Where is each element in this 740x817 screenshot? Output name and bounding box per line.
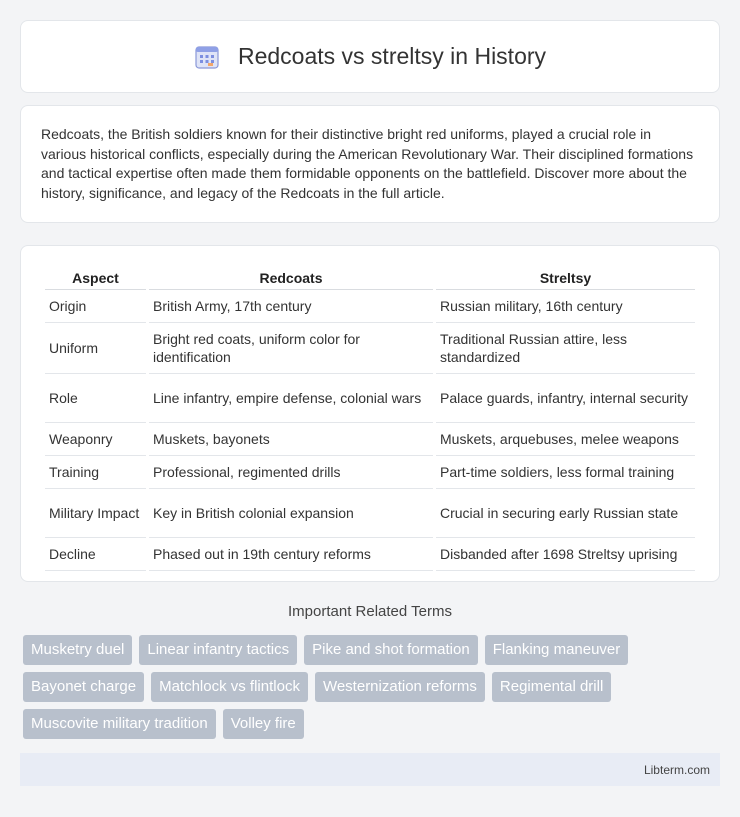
table-cell: Bright red coats, uniform color for identification <box>149 323 433 374</box>
table-cell: Traditional Russian attire, less standardized <box>436 323 695 374</box>
column-header: Redcoats <box>149 266 433 290</box>
table-row <box>45 323 695 374</box>
table-row <box>45 374 695 423</box>
table-cell: Uniform <box>45 323 146 374</box>
table-row <box>45 489 695 538</box>
table-cell: Muskets, bayonets <box>149 423 433 456</box>
table-cell: Professional, regimented drills <box>149 456 433 489</box>
footer-site-link[interactable]: Libterm.com <box>643 762 710 777</box>
related-term-tag[interactable]: Flanking maneuver <box>485 635 629 665</box>
table-cell: Disbanded after 1698 Streltsy uprising <box>436 538 695 571</box>
table-cell: Palace guards, infantry, internal security <box>436 374 695 423</box>
table-row <box>45 290 695 323</box>
comparison-table <box>42 266 698 571</box>
related-term-tag[interactable]: Musketry duel <box>23 635 132 665</box>
comparison-table-card <box>20 245 720 582</box>
table-cell: Muskets, arquebuses, melee weapons <box>436 423 695 456</box>
related-terms-heading: Important Related Terms <box>288 603 452 620</box>
related-term-tag[interactable]: Volley fire <box>223 709 304 739</box>
related-terms-list <box>23 635 723 739</box>
related-term-tag[interactable]: Muscovite military tradition <box>23 709 216 739</box>
page-title: Redcoats vs streltsy in History <box>237 43 547 69</box>
related-term-tag[interactable]: Regimental drill <box>492 672 611 702</box>
table-cell: British Army, 17th century <box>149 290 433 323</box>
table-cell: Military Impact <box>45 489 146 538</box>
table-header-row <box>45 266 695 290</box>
footer <box>20 753 720 786</box>
document-grid-icon <box>194 44 220 70</box>
table-row <box>45 423 695 456</box>
related-term-tag[interactable]: Westernization reforms <box>315 672 485 702</box>
table-cell: Crucial in securing early Russian state <box>436 489 695 538</box>
header <box>194 43 546 70</box>
related-term-tag[interactable]: Pike and shot formation <box>304 635 478 665</box>
related-term-tag[interactable]: Matchlock vs flintlock <box>151 672 308 702</box>
table-cell: Part-time soldiers, less formal training <box>436 456 695 489</box>
table-row <box>45 456 695 489</box>
table-cell: Weaponry <box>45 423 146 456</box>
table-row <box>45 538 695 571</box>
table-cell: Decline <box>45 538 146 571</box>
table-cell: Phased out in 19th century reforms <box>149 538 433 571</box>
header-card <box>20 20 720 93</box>
intro-text: Redcoats, the British soldiers known for their distinctive bright red uniforms, played a crucial role in various historical conflicts, especially during the American Revolutionary War. Their disciplined formations and tactical expertise often made them formidable opponents on the battlefield. Discover more about the history, significance, and legacy of the Redcoats in the full article. <box>41 126 694 201</box>
column-header: Streltsy <box>436 266 695 290</box>
table-cell: Training <box>45 456 146 489</box>
table-cell: Origin <box>45 290 146 323</box>
related-term-tag[interactable]: Bayonet charge <box>23 672 144 702</box>
table-cell: Line infantry, empire defense, colonial wars <box>149 374 433 423</box>
related-term-tag[interactable]: Linear infantry tactics <box>139 635 297 665</box>
table-cell: Key in British colonial expansion <box>149 489 433 538</box>
intro-card <box>20 105 720 223</box>
column-header: Aspect <box>45 266 146 290</box>
table-cell: Role <box>45 374 146 423</box>
table-cell: Russian military, 16th century <box>436 290 695 323</box>
